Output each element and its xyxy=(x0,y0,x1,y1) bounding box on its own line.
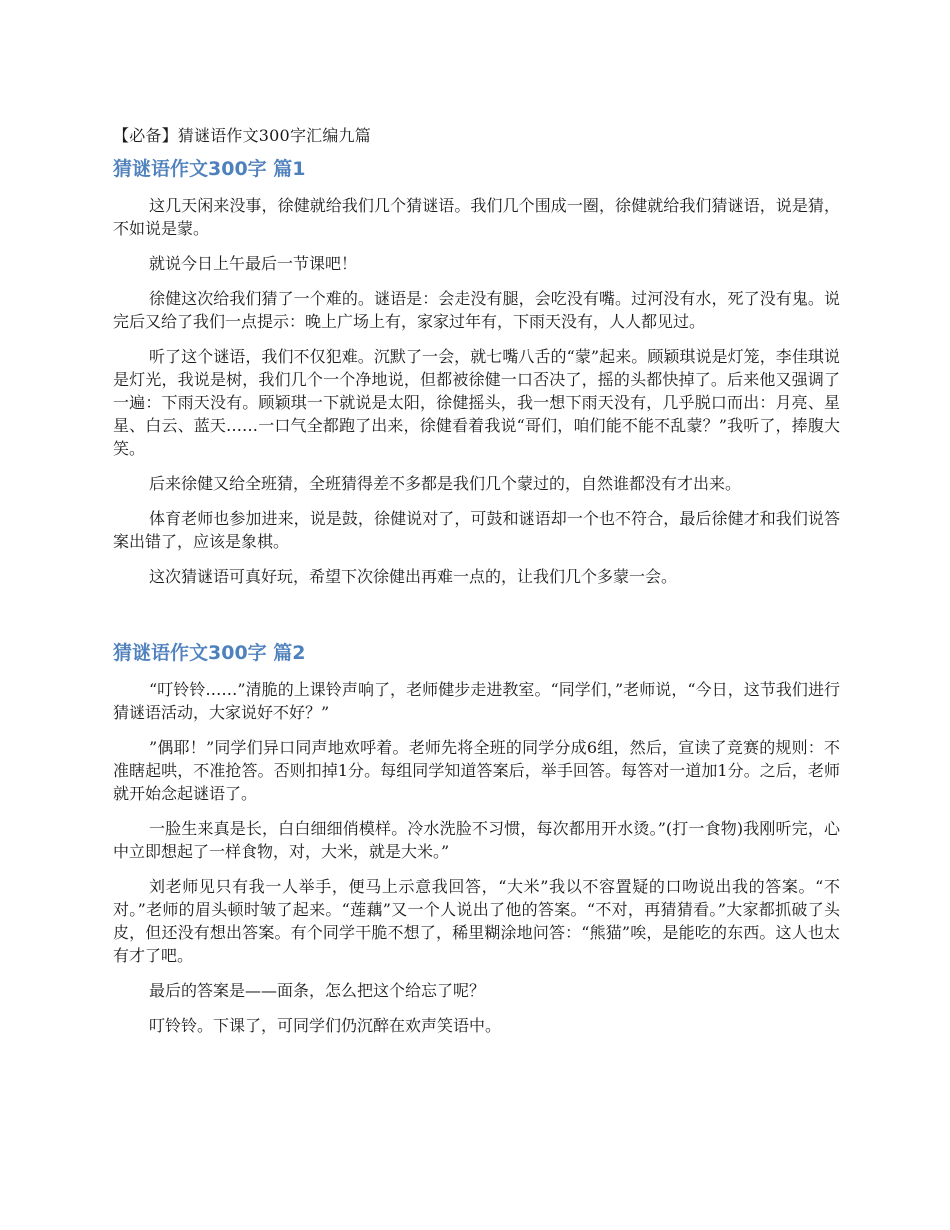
paragraph: 一脸生来真是长，白白细细俏模样。冷水洗脸不习惯，每次都用开水烫。”(打一食物)我刚听完，心中立即想起了一样食物，对，大米，就是大米。” xyxy=(113,819,840,861)
paragraph: 后来徐健又给全班猜，全班猜得差不多都是我们几个蒙过的，自然谁都没有才出来。 xyxy=(149,474,742,493)
section-heading: 猜谜语作文300字 篇1 xyxy=(113,158,306,180)
paragraph: 徐健这次给我们猜了一个难的。谜语是：会走没有腿，会吃没有嘴。过河没有水，死了没有鬼。说完后又给了我们一点提示：晚上广场上有，家家过年有，下雨天没有，人人都见过。 xyxy=(113,289,840,331)
paragraph: 这几天闲来没事，徐健就给我们几个猜谜语。我们几个围成一圈，徐健就给我们猜谜语，说是猜，不如说是蒙。 xyxy=(113,196,840,238)
paragraph: 听了这个谜语，我们不仅犯难。沉默了一会，就七嘴八舌的“蒙”起来。顾颖琪说是灯笼，李佳琪说是灯光，我说是树，我们几个一个净地说，但都被徐健一口否决了，摇的头都快掉了。后来他又强调了一遍：下雨天没有。顾颖琪一下就说是太阳，徐健摇头，我一想下雨天没有，几乎脱口而出：月亮、星星、白云、蓝天……一口气全都跑了出来，徐健看着我说“哥们，咱们能不能不乱蒙？”我听了，捧腹大笑。 xyxy=(113,347,840,458)
paragraph: 这次猜谜语可真好玩，希望下次徐健出再难一点的，让我们几个多蒙一会。 xyxy=(149,567,678,586)
section-1 xyxy=(113,156,840,588)
paragraph: 体育老师也参加进来，说是鼓，徐健说对了，可鼓和谜语却一个也不符合，最后徐健才和我们说答案出错了，应该是象棋。 xyxy=(113,509,840,551)
paragraph: 就说今日上午最后一节课吧！ xyxy=(149,254,358,273)
paragraph: 刘老师见只有我一人举手，便马上示意我回答，“大米”我以不容置疑的口吻说出我的答案。“不对。”老师的眉头顿时皱了起来。“莲藕”又一个人说出了他的答案。“不对，再猜猜看。”大家都抓破了头皮，但还没有想出答案。有个同学干脆不想了，稀里糊涂地问答：“熊猫”唉，是能吃的东西。这人也太有才了吧。 xyxy=(113,877,840,965)
document-title: 【必备】猜谜语作文300字汇编九篇 xyxy=(113,126,371,145)
section-spacer xyxy=(113,600,840,640)
section-2 xyxy=(113,640,840,1037)
paragraph: 最后的答案是——面条，怎么把这个给忘了呢？ xyxy=(149,981,486,1000)
section-heading: 猜谜语作文300字 篇2 xyxy=(113,642,306,664)
paragraph: 叮铃铃。下课了，可同学们仍沉醉在欢声笑语中。 xyxy=(149,1016,502,1035)
paragraph: ”偶耶！”同学们异口同声地欢呼着。老师先将全班的同学分成6组，然后，宣读了竞赛的规则：不准瞎起哄，不准抢答。否则扣掉1分。每组同学知道答案后，举手回答。每答对一道加1分。之后，老师就开始念起谜语了。 xyxy=(113,738,840,803)
paragraph: “叮铃铃……”清脆的上课铃声响了，老师健步走进教室。“同学们，”老师说，“今日，这节我们进行猜谜语活动，大家说好不好？” xyxy=(113,680,840,722)
document-page xyxy=(113,124,840,1049)
